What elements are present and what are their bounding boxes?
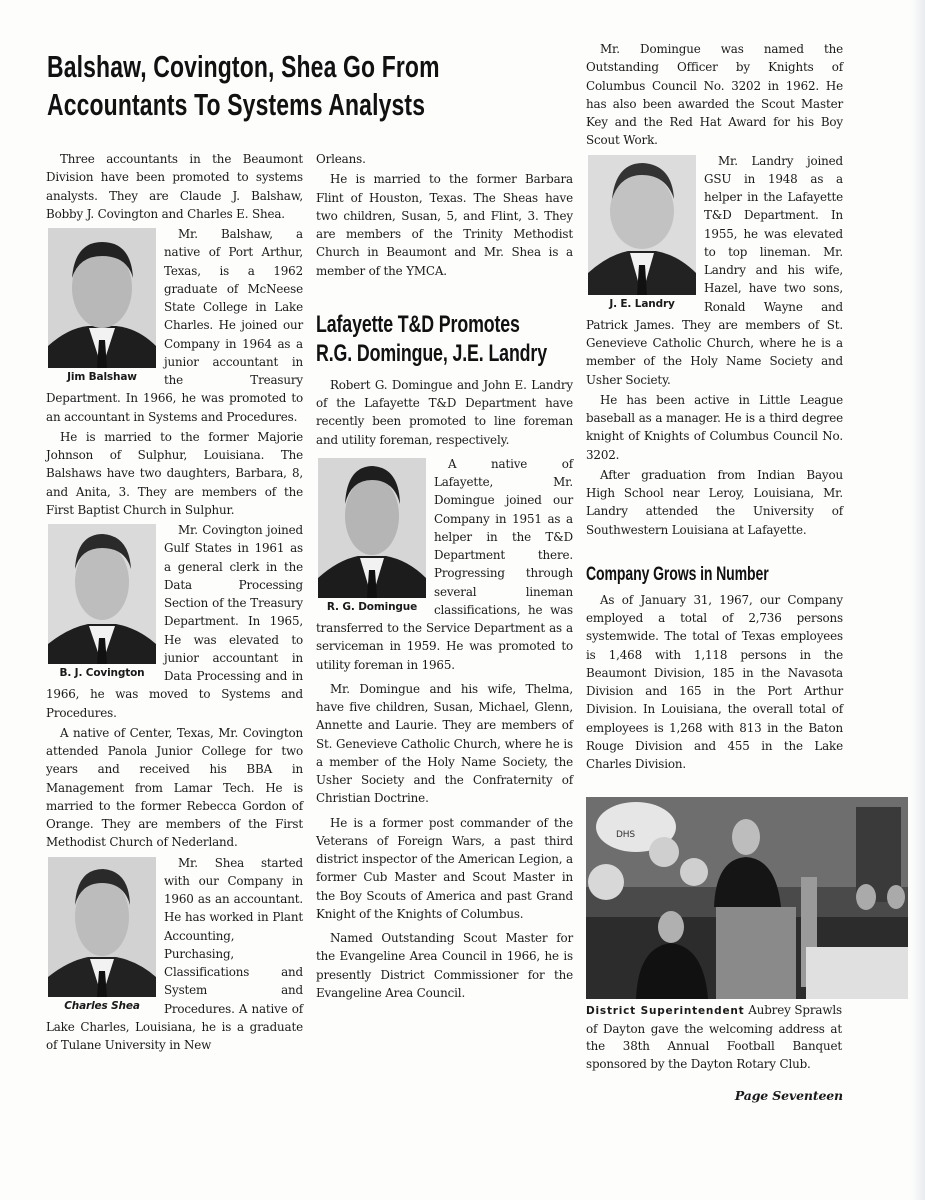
paragraph: Robert G. Domingue and John E. Landry of the Lafayette T&D Department have recently been promoted to line foreman and utility foreman, respectively. [316,377,573,447]
paragraph: He is a former post commander of the Veterans of Foreign Wars, a past third district inspector of the American Legion, a former Cub Master and Scout Master in the Boy Scouts of America and past Grand Knight of the Knights of Columbus. [316,815,573,921]
photo-caption: Charles Shea [64,999,140,1012]
portrait-covington [48,524,156,682]
caption-text: Aubrey Sprawls of Dayton gave the welcoming address at the 38th Annual Football Banquet sponsored by the Dayton Rotary Club. [586,1003,842,1071]
caption-lead: District Superintendent [586,1005,745,1018]
paragraph: Named Outstanding Scout Master for the Evangeline Area Council in 1966, he is presently District Commissioner for the Evangeline Area Council. [316,931,573,1000]
paragraph: Mr. Shea started with our Company in 1960 as an accountant. He has worked in Plant Accounting, Purchasing, Classifications and System and Procedures. A native of Lake Charles, Louisiana, he is a graduate of Tulane University in New [46,855,303,1052]
column-2 [316,150,573,1004]
section-headline-company-grows: Company Grows in Number [586,563,769,585]
paragraph: Mr. Landry joined GSU in 1948 as a helper in the Lafayette T&D Department. In 1955, he was elevated to top lineman. Mr. Landry and his wife, Hazel, have two sons, Ronald Wayne and Patrick James. They are members of St. Genevieve Catholic Church, where he is a member of the Holy Name Society and Usher Society. [586,153,843,387]
paragraph: He has been active in Little League baseball as a manager. He is a third degree knight of Knights of Columbus Council No. 3202. [586,392,843,462]
photo [48,524,156,664]
page-edge [911,0,925,1200]
paragraph: He is married to the former Barbara Flint of Houston, Texas. The Sheas have two children, Susan, 5, and Flint, 3. They are members of the Trinity Methodist Church in Beaumont and Mr. Shea is a member of the YMCA. [316,172,573,278]
paragraph: Mr. Covington joined Gulf States in 1961 as a general clerk in the Data Processing Section of the Treasury Department. In 1965, He was elevated to junior accountant in Data Processing and in 1966, he was moved to Systems and Procedures. [46,523,303,720]
photo [48,857,156,997]
column-1 [46,150,303,1056]
paragraph: After graduation from Indian Bayou High School near Leroy, Louisiana, Mr. Landry attended the University of Southwestern Louisiana at Lafayette. [586,467,843,537]
paragraph: A native of Center, Texas, Mr. Covington attended Panola Junior College for two years and received his BBA in Management from Lamar Tech. He is married to the former Rebecca Gordon of Orange. They are members of the First Methodist Church of Nederland. [46,725,303,850]
portrait-shea [48,857,156,1015]
paragraph: Mr. Domingue and his wife, Thelma, have five children, Susan, Michael, Glenn, Annette and Laurie. They are members of St. Genevieve Catholic Church, where he is a member of the Holy Name Society, the Usher Society and the Confraternity of Christian Doctrine. [316,681,573,806]
paragraph: Mr. Balshaw, a native of Port Arthur, Texas, is a 1962 graduate of McNeese State College in Lake Charles. He joined our Company in 1964 as a junior accountant in the Treasury Department. In 1966, he was promoted to an accountant in Systems and Procedures. [46,227,303,424]
headline-line: Accountants To Systems Analysts [47,87,426,122]
paragraph: Mr. Domingue was named the Outstanding Officer by Knights of Columbus Council No. 3202 in 1962. He has also been awarded the Scout Master Key and the Red Hat Award for his Boy Scout Work. [586,42,843,148]
banquet-photo-caption [586,1002,842,1073]
paragraph: Three accountants in the Beaumont Division have been promoted to systems analysts. They are Claude J. Balshaw, Bobby J. Covington and Charles E. Shea. [46,152,303,221]
paragraph: Orleans. [316,152,366,166]
portrait-landry [588,155,696,313]
paragraph: As of January 31, 1967, our Company employed a total of 2,736 persons systemwide. The total of Texas employees is 1,468 with 1,118 persons in the Beaumont Division, 185 in the Navasota Division and 165 in the Port Arthur Division. In Louisiana, the overall total of employees is 1,268 with 813 in the Baton Rouge Division and 455 in the Lake Charles Division. [586,592,843,771]
section-headline-lafayette [316,310,568,368]
headline-line: Lafayette T&D Promotes [316,310,520,338]
photo-caption: R. G. Domingue [326,600,418,613]
portrait-balshaw [48,228,156,386]
photo-caption: J. E. Landry [609,297,675,310]
main-headline [47,48,440,124]
page-number: Page Seventeen [734,1088,843,1104]
photo-caption: B. J. Covington [59,667,145,679]
portrait-domingue [318,458,426,616]
photo [318,458,426,598]
headline-line: Balshaw, Covington, Shea Go From [47,49,440,84]
paragraph: He is married to the former Majorie Johnson of Sulphur, Louisiana. The Balshaws have two daughters, Barbara, 8, and Anita, 3. They are members of the First Baptist Church in Sulphur. [46,429,303,517]
headline-line: R.G. Domingue, J.E. Landry [316,339,547,367]
column-3 [586,40,843,1106]
paragraph: A native of Lafayette, Mr. Domingue joined our Company in 1951 as a helper in the T&D Department there. Progressing through several lineman classifications, he was transferred to the Service Department as a serviceman in 1959. He was promoted to utility foreman in 1965. [316,456,573,672]
banner-sign: DHS [616,830,635,841]
photo [48,228,156,368]
photo-caption: Jim Balshaw [67,371,137,383]
banquet-photo [586,797,908,999]
photo [588,155,696,295]
